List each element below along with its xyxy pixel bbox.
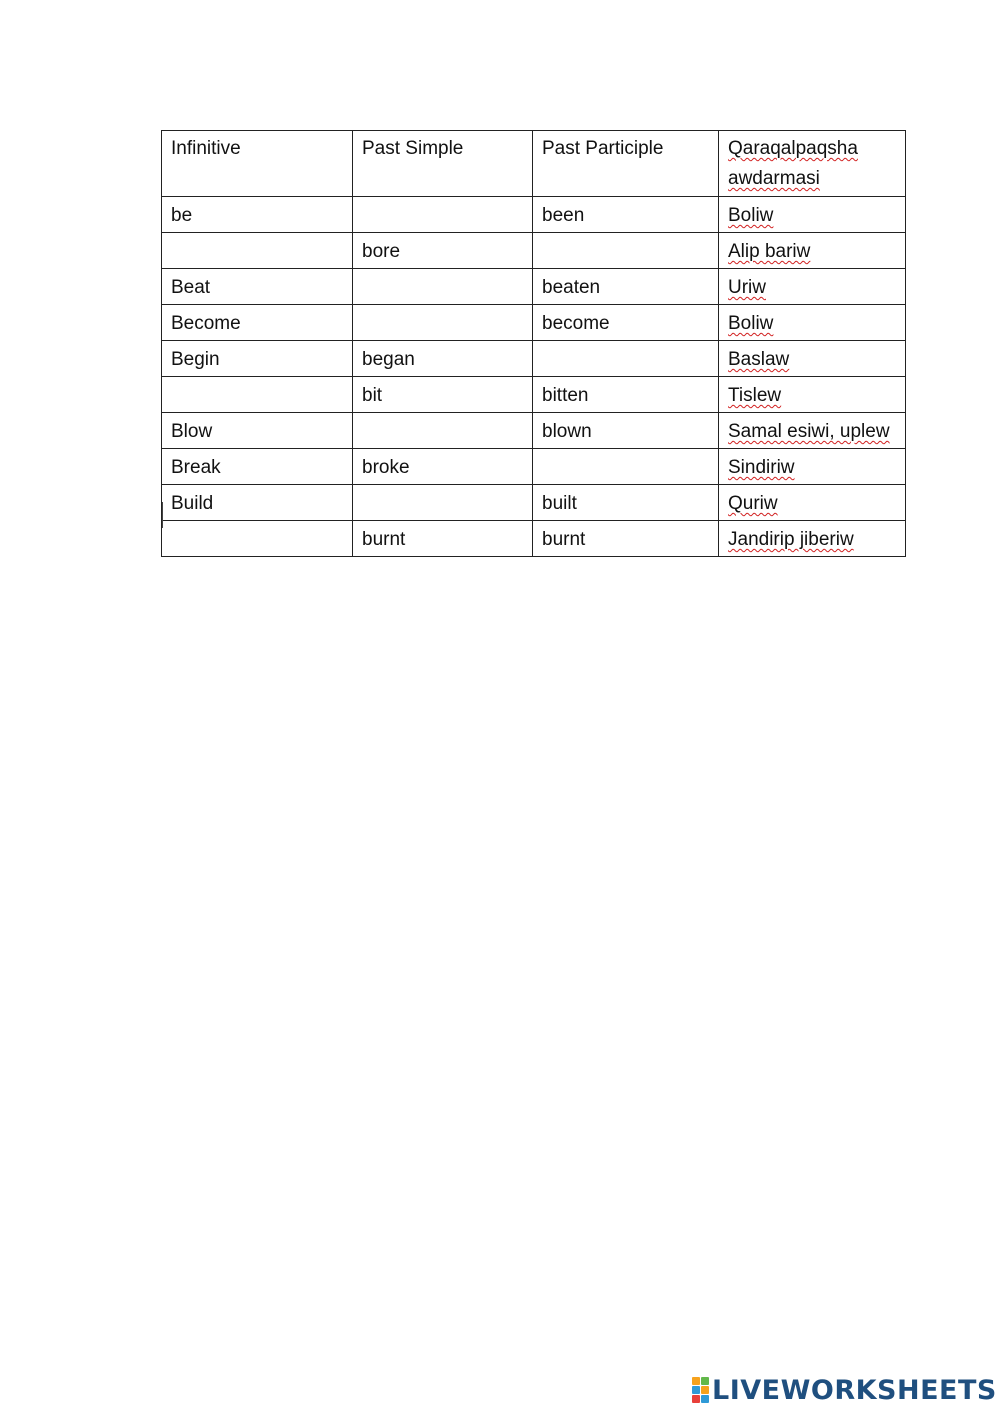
- cell-translation: Quriw: [719, 485, 906, 521]
- cell-past-simple: bit: [353, 377, 533, 413]
- cell-infinitive: Begin: [162, 341, 353, 377]
- cell-infinitive: [162, 233, 353, 269]
- cell-past-simple: [353, 485, 533, 521]
- cell-translation: Uriw: [719, 269, 906, 305]
- liveworksheets-blocks-icon: [692, 1377, 710, 1403]
- cell-infinitive: Break: [162, 449, 353, 485]
- cell-infinitive: Beat: [162, 269, 353, 305]
- table-row: [162, 269, 906, 305]
- cell-past-participle: [533, 449, 719, 485]
- table-row: [162, 197, 906, 233]
- table-row: [162, 485, 906, 521]
- header-past-simple: Past Simple: [353, 131, 533, 197]
- text-cursor: [162, 502, 163, 528]
- cell-past-simple: [353, 305, 533, 341]
- cell-infinitive: Build: [162, 485, 353, 521]
- cell-translation: Baslaw: [719, 341, 906, 377]
- table-row: [162, 341, 906, 377]
- cell-translation: Samal esiwi, uplew: [719, 413, 906, 449]
- table-row: [162, 413, 906, 449]
- table-body: [162, 131, 906, 557]
- table-row: [162, 305, 906, 341]
- cell-translation: Jandirip jiberiw: [719, 521, 906, 557]
- cell-translation: Boliw: [719, 197, 906, 233]
- cell-translation: Tislew: [719, 377, 906, 413]
- irregular-verbs-table: [161, 130, 906, 557]
- table-row: [162, 233, 906, 269]
- cell-past-participle: [533, 233, 719, 269]
- logo-text: LIVEWORKSHEETS: [712, 1374, 997, 1406]
- cell-past-simple: broke: [353, 449, 533, 485]
- cell-past-simple: burnt: [353, 521, 533, 557]
- cell-translation: Boliw: [719, 305, 906, 341]
- liveworksheets-logo: [692, 1374, 997, 1406]
- cell-past-simple: [353, 269, 533, 305]
- cell-past-participle: blown: [533, 413, 719, 449]
- table-row: [162, 521, 906, 557]
- table-row: [162, 377, 906, 413]
- cell-past-participle: become: [533, 305, 719, 341]
- cell-past-participle: built: [533, 485, 719, 521]
- cell-translation: Sindiriw: [719, 449, 906, 485]
- cell-past-simple: [353, 413, 533, 449]
- cell-infinitive: Become: [162, 305, 353, 341]
- cell-infinitive: [162, 377, 353, 413]
- cell-infinitive: Blow: [162, 413, 353, 449]
- header-translation: Qaraqalpaqsha awdarmasi: [719, 131, 906, 197]
- cell-past-participle: bitten: [533, 377, 719, 413]
- cell-past-participle: burnt: [533, 521, 719, 557]
- cell-past-simple: began: [353, 341, 533, 377]
- table-row: [162, 449, 906, 485]
- header-infinitive: Infinitive: [162, 131, 353, 197]
- cell-infinitive: [162, 521, 353, 557]
- cell-translation: Alip bariw: [719, 233, 906, 269]
- cell-past-participle: [533, 341, 719, 377]
- cell-past-simple: [353, 197, 533, 233]
- cell-past-simple: bore: [353, 233, 533, 269]
- cell-past-participle: beaten: [533, 269, 719, 305]
- cell-past-participle: been: [533, 197, 719, 233]
- header-past-participle: Past Participle: [533, 131, 719, 197]
- cell-infinitive: be: [162, 197, 353, 233]
- table-header-row: [162, 131, 906, 197]
